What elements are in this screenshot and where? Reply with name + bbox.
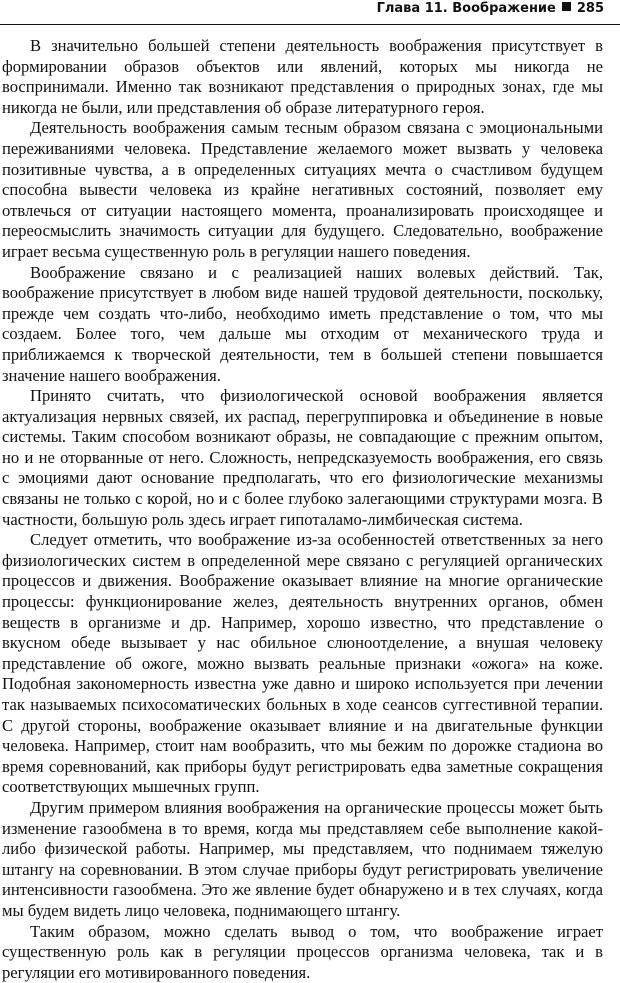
paragraph-3: Воображение связано и с реализацией наших волевых действий. Так, воображение присутствует в любом виде нашей трудовой деятельности, поскольку, прежде чем создать что-либо, необходимо иметь представление о том, что мы создаем. Более того, чем дальше мы отходим от механического труда и приближаемся к творческой деятельности, тем в большей степени повышается значение нашего воображения.: [2, 262, 603, 385]
paragraph-2: Деятельность воображения самым тесным образом связана с эмоциональными переживаниями человека. Представление желаемого может вызвать у человека позитивные чувства, а в определенных ситуациях мечта о счастливом будущем способна вывести человека из крайне негативных состояний, позволяет ему отвлечься от ситуации настоящего момента, проанализировать происходящее и переосмыслить значимость ситуации для будущего. Следовательно, воображение играет весьма существенную роль в регуляции нашего поведения.: [2, 118, 603, 261]
paragraph-1: В значительно большей степени деятельность воображения присутствует в формировании образов объектов или явлений, которых мы никогда не воспринимали. Именно так возникают представления о природных зонах, где мы никогда не были, или представления об образе литературного героя.: [2, 36, 603, 117]
page-number: 285: [576, 1, 604, 16]
running-header: [0, 0, 620, 25]
paragraph-7: Таким образом, можно сделать вывод о том, что воображение играет существенную роль как в регуляции процессов организма человека, так и в регуляции его мотивированного поведения.: [2, 921, 603, 982]
paragraph-4: Принято считать, что физиологической основой воображения является актуализация нервных связей, их распад, перегруппировка и объединение в новые системы. Таким способом возникают образы, не совпадающие с прежним опытом, но и не оторванные от него. Сложность, непредсказуемость воображения, его связь с эмоциями дают основание предполагать, что его физиологические механизмы связаны не только с корой, но и с более глубоко залегающими структурами мозга. В частности, большую роль здесь играет гипоталамо-лимбическая система.: [2, 386, 603, 529]
square-bullet-icon: [562, 2, 571, 11]
paragraph-6: Другим примером влияния воображения на органические процессы может быть изменение газообмена в то время, когда мы представляем себе выполнение какой-либо физической работы. Например, мы представляем, что поднимаем тяжелую штангу на соревновании. В этом случае приборы будут регистрировать увеличение интенсивности газообмена. Это же явление будет обнаружено и в тех случаях, когда мы будем видеть лицо человека, поднимающего штангу.: [2, 797, 603, 920]
chapter-title: Глава 11. Воображение: [376, 1, 556, 16]
paragraph-5: Следует отметить, что воображение из-за особенностей ответственных за него физиологических систем в определенной мере связано с регуляцией органических процессов и движения. Воображение оказывает влияние на многие органические процессы: функционирование желез, деятельность внутренних органов, обмен веществ в организме и др. Например, хорошо известно, что представление о вкусном обеде вызывает у нас обильное слюноотделение, а внушая человеку представление об ожоге, можно вызвать реальные признаки «ожога» на коже. Подобная закономерность известна уже давно и широко используется при лечении так называемых психосоматических больных в ходе сеансов суггестивной терапии. С другой стороны, воображение оказывает влияние и на двигательные функции человека. Например, стоит нам вообразить, что мы бежим по дорожке стадиона во время соревнований, как приборы будут регистрировать едва заметные сокращения соответствующих мышечных групп.: [2, 530, 603, 797]
body-text: [0, 36, 620, 983]
